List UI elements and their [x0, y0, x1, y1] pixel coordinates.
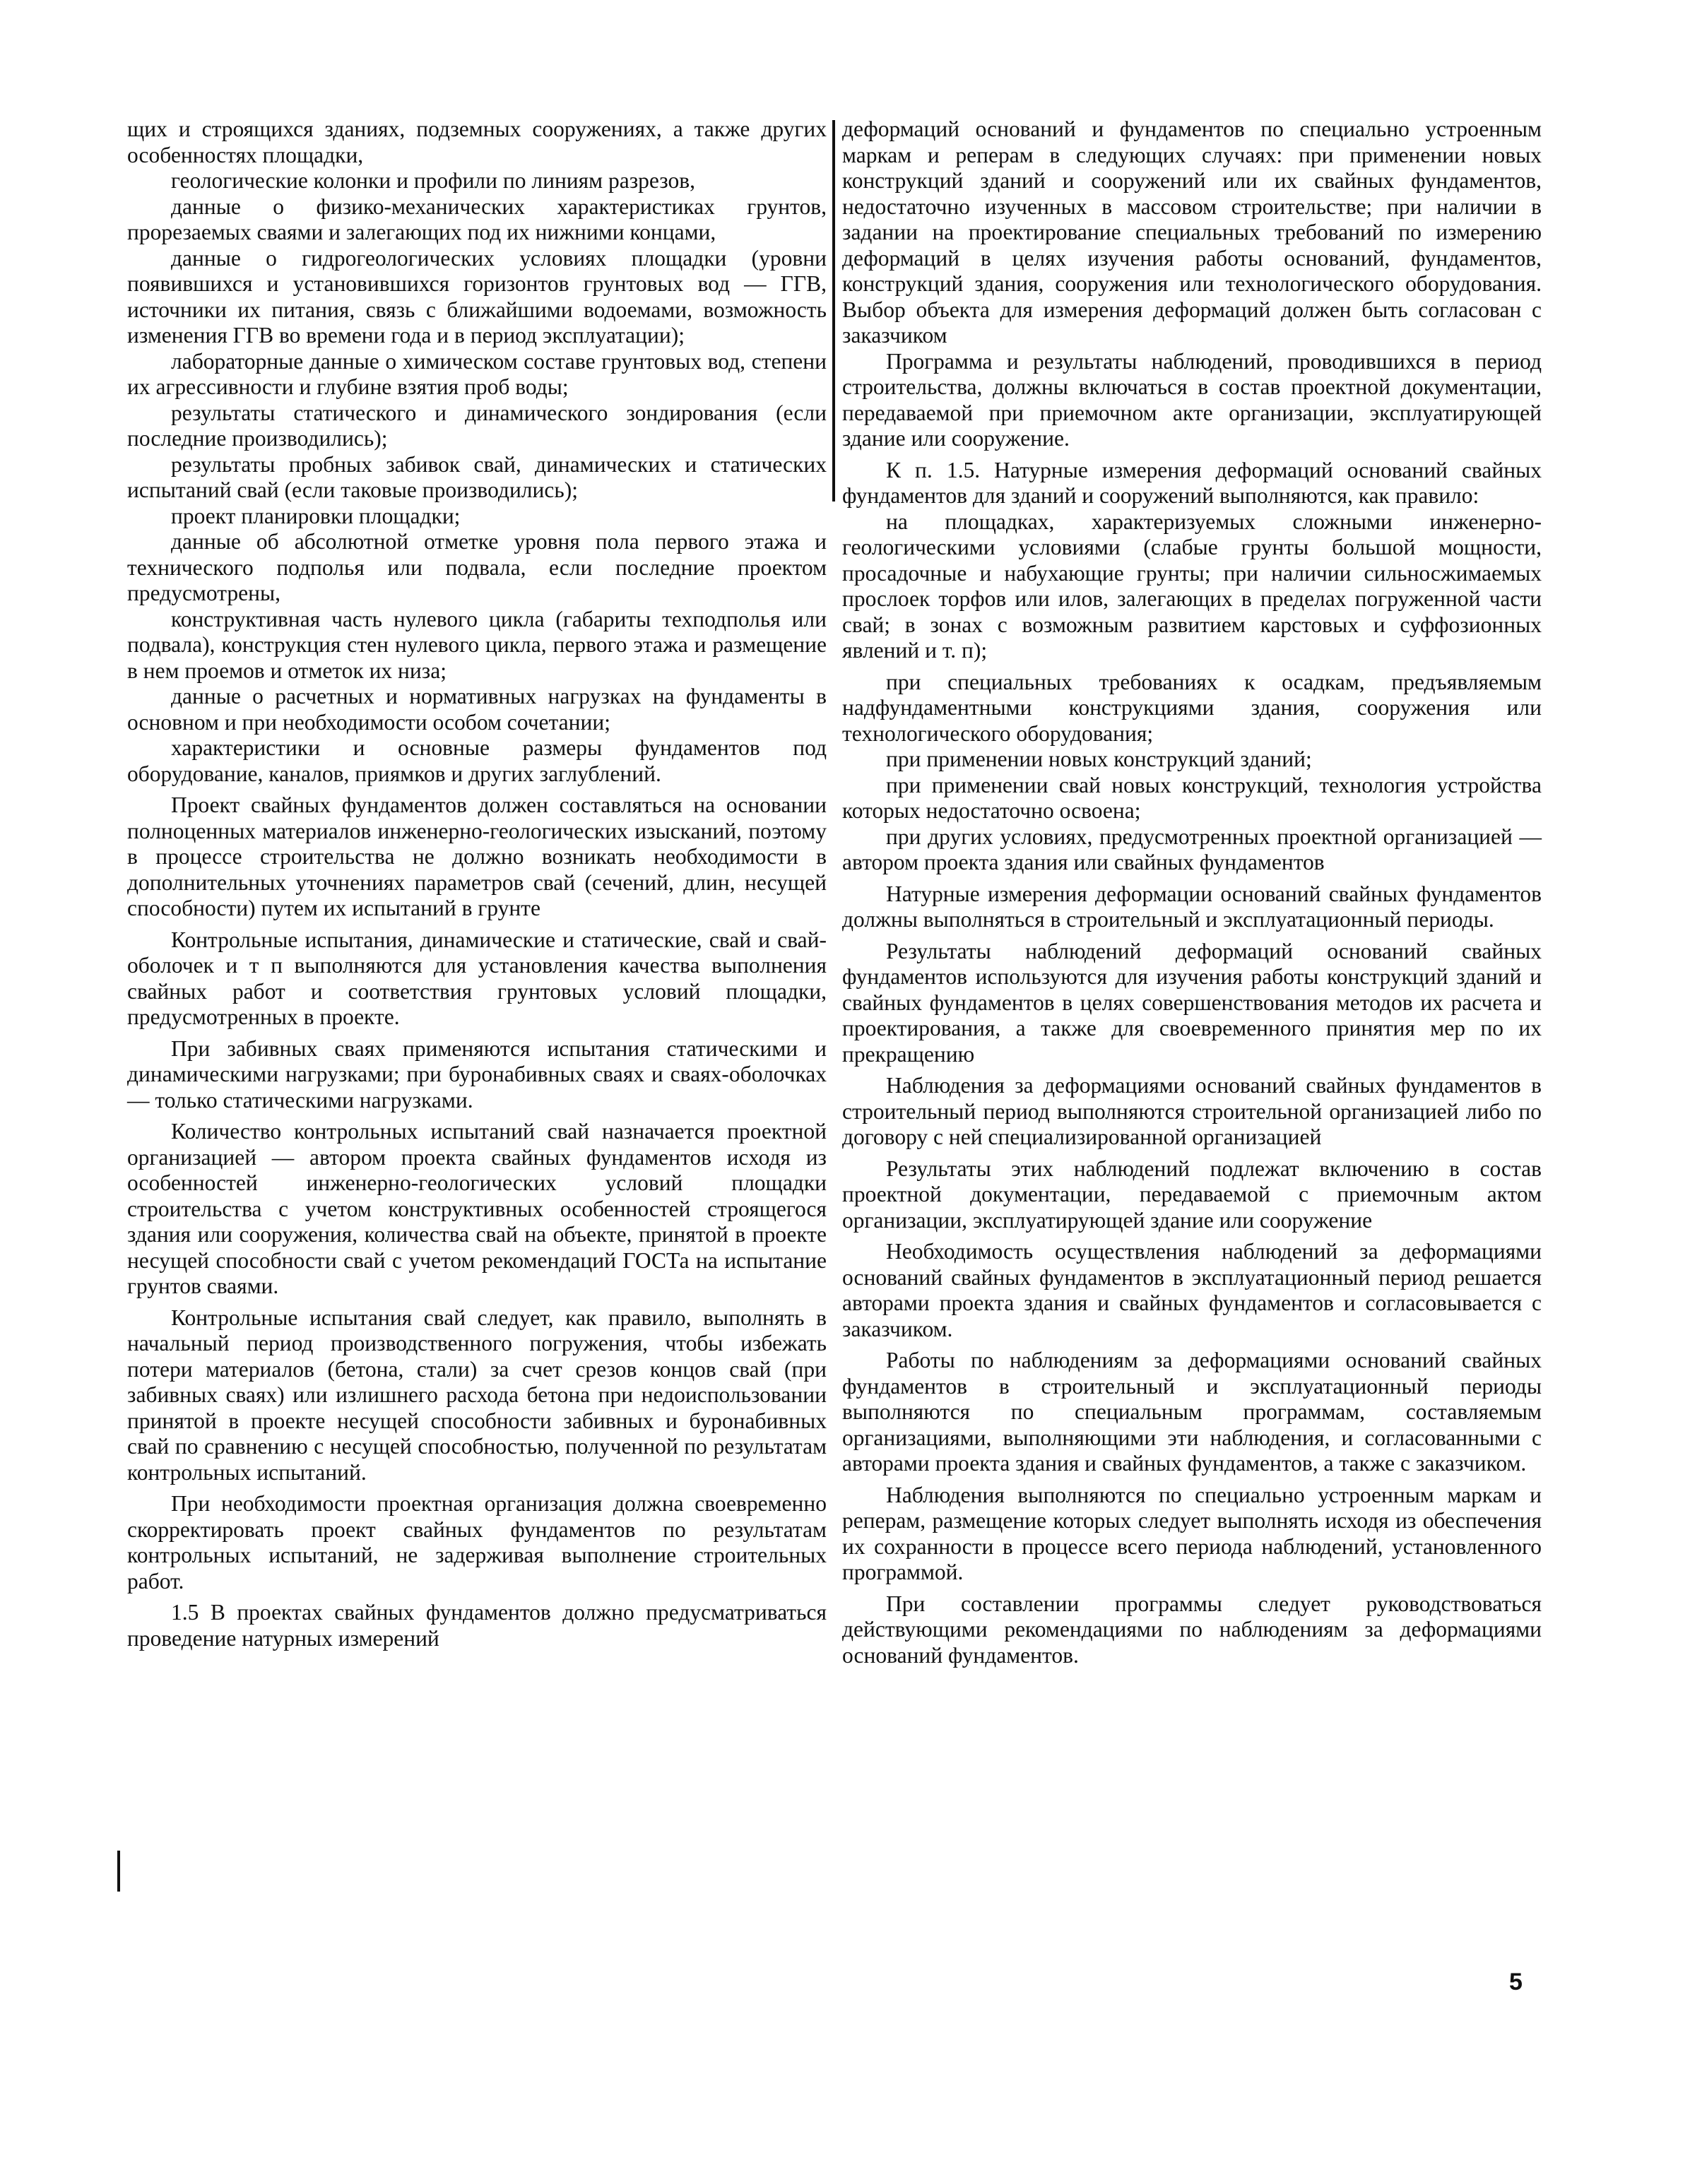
paragraph: Результаты наблюдений деформаций оснований свайных фундаментов используются для изучения работы конструкций зданий и свайных фундаментов в целях совершенствования методов их расчета и проектирования, а также для своевременного принятия мер по их прекращению: [842, 938, 1542, 1067]
paragraph: Необходимость осуществления наблюдений за деформациями оснований свайных фундаментов в эксплуатационный период решается авторами проекта здания и свайных фундаментов и согласовывается с заказчиком.: [842, 1239, 1542, 1341]
paragraph: Контрольные испытания, динамические и статические, свай и свай-оболочек и т п выполняются для установления качества выполнения свайных работ и соответствия грунтовых условий площадки, предусмотренных в проекте.: [127, 927, 827, 1029]
paragraph: щих и строящихся зданиях, подземных сооружениях, а также других особенностях площадки,: [127, 117, 827, 167]
paragraph: при других условиях, предусмотренных проектной организацией — автором проекта здания или свайных фундаментов: [842, 824, 1542, 874]
paragraph: характеристики и основные размеры фундаментов под оборудование, каналов, приямков и других заглублений.: [127, 735, 827, 786]
paragraph: Натурные измерения деформации оснований свайных фундаментов должны выполняться в строительный и эксплуатационный периоды.: [842, 881, 1542, 932]
paragraph: Контрольные испытания свай следует, как правило, выполнять в начальный период производственного погружения, чтобы избежать потери материалов (бетона, стали) за счет срезов концов свай (при забивных сваях) или излишнего расхода бетона при недоиспользовании принятой в проекте несущей способности забивных и буронабивных свай по сравнению с несущей способностью, полученной по результатам контрольных испытаний.: [127, 1305, 827, 1485]
paragraph: результаты статического и динамического зондирования (если последние производились);: [127, 400, 827, 451]
paragraph: Наблюдения за деформациями оснований свайных фундаментов в строительный период выполняются строительной организацией либо по договору с ней специализированной организацией: [842, 1073, 1542, 1149]
paragraph: результаты пробных забивок свай, динамических и статических испытаний свай (если таковые производились);: [127, 451, 827, 502]
paragraph: деформаций оснований и фундаментов по специально устроенным маркам и реперам в следующих случаях: при применении новых конструкций зданий и сооружений или их свайных фундаментов, недостаточно изученных в массовом строительстве; при наличии в задании на проектирование специальных требований по измерению деформаций в целях изучения работы оснований, фундаментов, конструкций здания, сооружения или технологического оборудования. Выбор объекта для измерения деформаций должен быть согласован с заказчиком: [842, 117, 1542, 348]
page-number: 5: [1509, 1969, 1523, 1995]
paragraph-clause-1-5: 1.5 В проектах свайных фундаментов должно предусматриваться проведение натурных измерений: [127, 1600, 827, 1651]
paragraph: Работы по наблюдениям за деформациями оснований свайных фундаментов в строительный и эксплуатационный периоды выполняются по специальным программам, составляемым организациями, выполняющими эти наблюдения, и согласованными с авторами проекта здания и свайных фундаментов, а также с заказчиком.: [842, 1348, 1542, 1476]
paragraph: При составлении программы следует руководствоваться действующими рекомендациями по наблюдениям за деформациями оснований фундаментов.: [842, 1591, 1542, 1668]
paragraph: при специальных требованиях к осадкам, предъявляемым надфундаментными конструкциями здания, сооружения или технологического оборудования;: [842, 669, 1542, 746]
paragraph: Наблюдения выполняются по специально устроенным маркам и реперам, размещение которых следует выполнять исходя из обеспечения их сохранности в процессе всего периода наблюдений, установленного программой.: [842, 1482, 1542, 1584]
paragraph: При забивных сваях применяются испытания статическими и динамическими нагрузками; при буронабивных сваях и сваях-оболочках — только статическими нагрузками.: [127, 1035, 827, 1112]
paragraph: Программа и результаты наблюдений, проводившихся в период строительства, должны включаться в состав проектной документации, передаваемой при приемочном акте организации, эксплуатирующей здание или сооружение.: [842, 348, 1542, 451]
left-text-column: [127, 117, 827, 1651]
paragraph: при применении свай новых конструкций, технология устройства которых недостаточно освоена;: [842, 772, 1542, 823]
paragraph: проект планировки площадки;: [171, 503, 461, 528]
paragraph: конструктивная часть нулевого цикла (габариты техподполья или подвала), конструкция стен нулевого цикла, первого этажа и размещение в нем проемов и отметок их низа;: [127, 606, 827, 683]
change-marker-bar: [117, 1851, 120, 1892]
paragraph: При необходимости проектная организация должна своевременно скорректировать проект свайных фундаментов по результатам контрольных испытаний, не задерживая выполнение строительных работ.: [127, 1491, 827, 1594]
paragraph: геологические колонки и профили по линиям разрезов,: [171, 168, 696, 193]
paragraph: Проект свайных фундаментов должен составляться на основании полноценных материалов инженерно-геологических изысканий, поэтому в процессе строительства не должно возникать необходимости в дополнительных уточнениях параметров свай (сечений, длин, несущей способности) путем их испытаний в грунте: [127, 793, 827, 920]
paragraph: на площадках, характеризуемых сложными инженерно-геологическими условиями (слабые грунты большой мощности, просадочные и набухающие грунты; при наличии сильносжимаемых прослоек торфов или илов, залегающих в пределах погруженной части свай; в зонах с возможным развитием карстовых и суффозионных явлений и т. п);: [842, 509, 1542, 663]
paragraph: при применении новых конструкций зданий;: [886, 747, 1312, 771]
paragraph: данные о физико-механических характеристиках грунтов, прорезаемых сваями и залегающих под их нижними концами,: [127, 194, 827, 244]
paragraph: лабораторные данные о химическом составе грунтовых вод, степени их агрессивности и глубине взятия проб воды;: [127, 348, 827, 399]
right-text-column: [842, 117, 1542, 1668]
paragraph: данные об абсолютной отметке уровня пола первого этажа и технического подполья или подвала, если последние проектом предусмотрены,: [127, 529, 827, 605]
paragraph: данные о гидрогеологических условиях площадки (уровни появившихся и установившихся горизонтов грунтовых вод — ГГВ, источники их питания, связь с ближайшими водоемами, возможность изменения ГГВ во времени года и в период эксплуатации);: [127, 245, 827, 348]
paragraph: данные о расчетных и нормативных нагрузках на фундаменты в основном и при необходимости особом сочетании;: [127, 684, 827, 735]
paragraph: Количество контрольных испытаний свай назначается проектной организацией — автором проекта свайных фундаментов исходя из особенностей инженерно-геологических условий площадки строительства с учетом конструктивных особенностей строящегося здания или сооружения, количества свай на объекте, принятой в проекте несущей способности свай с учетом рекомендаций ГОСТа на испытание грунтов сваями.: [127, 1119, 827, 1298]
paragraph: Результаты этих наблюдений подлежат включению в состав проектной документации, передаваемой с приемочным актом организации, эксплуатирующей здание или сооружение: [842, 1156, 1542, 1233]
change-marker-bar: [832, 120, 835, 502]
paragraph-note-1-5: К п. 1.5. Натурные измерения деформаций оснований свайных фундаментов для зданий и сооружений выполняются, как правило:: [842, 457, 1542, 508]
